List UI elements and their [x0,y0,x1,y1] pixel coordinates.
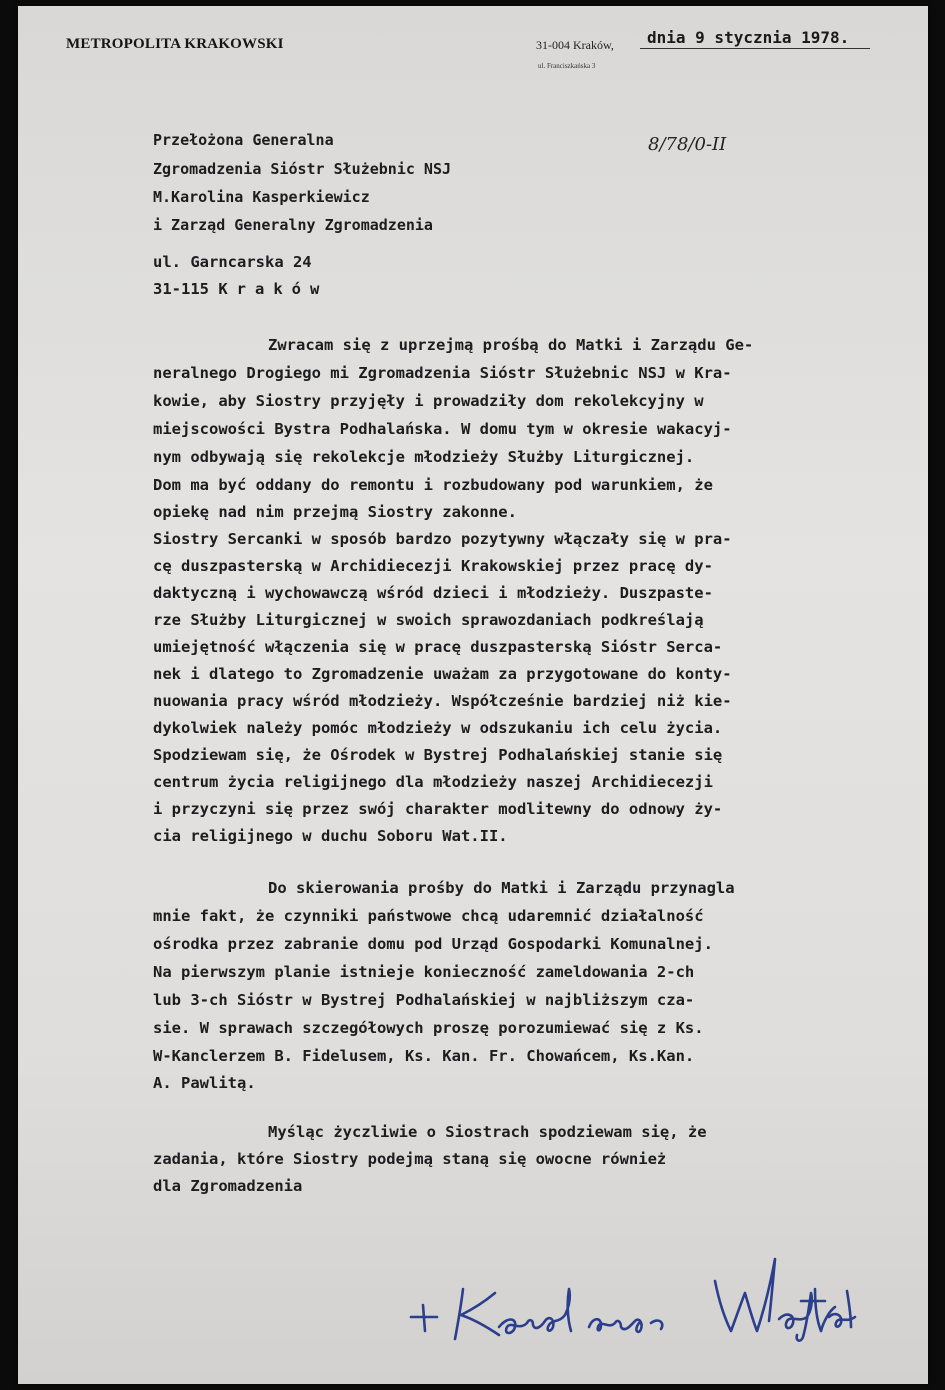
recipient-line: i Zarząd Generalny Zgromadzenia [153,216,433,234]
body-line: Myśląc życzliwie o Siostrach spodziewam się, że [268,1123,707,1141]
body-line: Zwracam się z uprzejmą prośbą do Matki i Zarządu Ge- [268,336,754,354]
body-line: umiejętność włączenia się w pracę duszpasterską Sióstr Serca- [153,638,723,656]
body-line: rze Służby Liturgicznej w swoich sprawozdaniach podkreślają [153,611,704,629]
body-line: lub 3-ch Sióstr w Bystrej Podhalańskiej w najbliższym cza- [153,991,695,1009]
body-line: nek i dlatego to Zgromadzenie uważam za przygotowane do konty- [153,665,732,683]
body-line: daktyczną i wychowawczą wśród dzieci i młodzieży. Duszpaste- [153,584,713,602]
date-underline [640,48,870,49]
recipient-line: Przełożona Generalna [153,131,334,149]
letterhead-street: ul. Franciszkańska 3 [538,62,596,70]
body-line: nym odbywają się rekolekcje młodzieży Służby Liturgicznej. [153,448,695,466]
body-line: neralnego Drogiego mi Zgromadzenia Sióstr Służebnic NSJ w Kra- [153,364,732,382]
address-postal: 31-115 [153,280,209,298]
body-line: centrum życia religijnego dla młodzieży naszej Archidiecezji [153,773,713,791]
address-city: Kraków [218,280,329,298]
body-line: kowie, aby Siostry przyjęły i prowadziły dom rekolekcyjny w [153,392,704,410]
body-line: ośrodka przez zabranie domu pod Urząd Gospodarki Komunalnej. [153,935,713,953]
address-city-line [153,280,328,298]
body-line: W-Kanclerzem B. Fidelusem, Ks. Kan. Fr. Chowańcem, Ks.Kan. [153,1047,695,1065]
body-line: A. Pawlitą. [153,1074,256,1092]
address-street: ul. Garncarska 24 [153,253,312,271]
reference-number: 8/78/0-II [648,134,727,155]
recipient-line: M.Karolina Kasperkiewicz [153,188,370,206]
letter-date: dnia 9 stycznia 1978. [647,28,850,47]
letterhead-place: 31-004 Kraków, [536,38,614,52]
body-line: Siostry Sercanki w sposób bardzo pozytywny włączały się w pra- [153,530,732,548]
body-line: miejscowości Bystra Podhalańska. W domu tym w okresie wakacyj- [153,420,732,438]
body-line: Dom ma być oddany do remontu i rozbudowany pod warunkiem, że [153,476,713,494]
body-line: Spodziewam się, że Ośrodek w Bystrej Podhalańskiej stanie się [153,746,723,764]
body-line: mnie fakt, że czynniki państwowe chcą udaremnić działalność [153,907,704,925]
letterhead-title: METROPOLITA KRAKOWSKI [66,36,284,52]
body-line: zadania, które Siostry podejmą staną się owocne również [153,1150,667,1168]
recipient-line: Zgromadzenia Sióstr Służebnic NSJ [153,160,452,178]
body-line: cę duszpasterską w Archidiecezji Krakowskiej przez pracę dy- [153,557,713,575]
body-line: i przyczyni się przez swój charakter modlitewny do odnowy ży- [153,800,723,818]
body-line: Na pierwszym planie istnieje konieczność zameldowania 2-ch [153,963,695,981]
body-line: nuowania pracy wśród młodzieży. Współcześnie bardziej niż kie- [153,692,732,710]
body-line: dla Zgromadzenia [153,1177,303,1195]
body-line: dykolwiek należy pomóc młodzieży w odszukaniu ich celu życia. [153,719,723,737]
body-line: Do skierowania prośby do Matki i Zarządu przynagla [268,879,735,897]
letter-page [18,6,928,1384]
body-line: opiekę nad nim przejmą Siostry zakonne. [153,503,517,521]
handwritten-signature [403,1231,863,1351]
body-line: cia religijnego w duchu Soboru Wat.II. [153,827,508,845]
body-line: sie. W sprawach szczegółowych proszę porozumiewać się z Ks. [153,1019,704,1037]
